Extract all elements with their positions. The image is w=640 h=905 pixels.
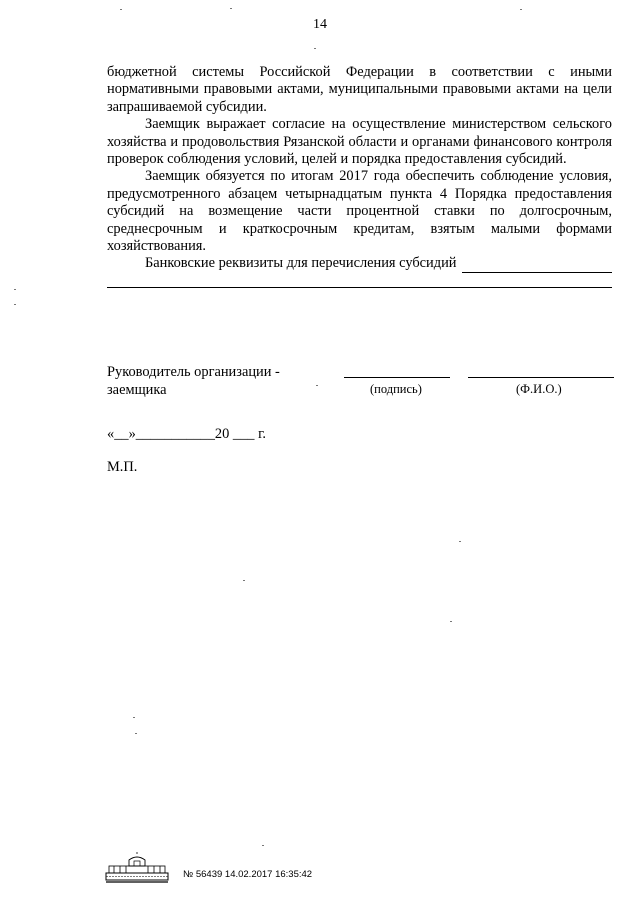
page-number: 14	[313, 17, 327, 32]
scan-speck	[314, 48, 316, 49]
registration-number-symbol: №	[183, 869, 194, 880]
scan-speck	[120, 9, 122, 10]
scan-speck	[14, 289, 16, 290]
scan-speck	[459, 541, 461, 542]
scan-speck	[133, 717, 135, 718]
scan-speck	[243, 580, 245, 581]
scan-speck	[262, 845, 264, 846]
paragraph-2: Заемщик выражает согласие на осуществление министерством сельского хозяйства и продовольствия Рязанской области и органами финансового контроля проверок соблюдения условий, целей и порядка предоставления субсидий.	[107, 116, 612, 168]
signature-blank	[344, 377, 450, 378]
signatory-role-line-1: Руководитель организации -	[107, 364, 280, 380]
registration-stamp	[183, 869, 312, 880]
paragraph-1: бюджетной системы Российской Федерации в соответствии с иными нормативными правовыми актами, муниципальными правовыми актами на цели запрашиваемой субсидии.	[107, 64, 612, 115]
date-line: «__»___________20 ___ г.	[107, 426, 266, 442]
document-body	[107, 64, 612, 288]
bank-details-label: Банковские реквизиты для перечисления субсидий	[145, 255, 457, 272]
paragraph-3: Заемщик обязуется по итогам 2017 года обеспечить соблюдение условия, предусмотренного абзацем четырнадцатым пункта 4 Порядка предоставления субсидий на возмещение части процентной ставки по долгосрочным, среднесрочным и краткосрочным кредитам, взятым малыми формами хозяйствования.	[107, 168, 612, 255]
scan-speck	[230, 8, 232, 9]
signatory-role-line-2: заемщика	[107, 382, 167, 398]
signatory-role	[107, 363, 317, 399]
bank-details-blank	[462, 259, 612, 273]
scan-speck	[450, 621, 452, 622]
full-name-caption: (Ф.И.О.)	[516, 382, 562, 396]
registration-number: 56439	[195, 869, 223, 880]
registry-building-stamp-icon	[105, 852, 171, 884]
bank-details-blank-line-2	[107, 273, 612, 288]
signature-caption: (подпись)	[370, 382, 422, 396]
scan-speck	[135, 733, 137, 734]
scan-speck	[316, 385, 318, 386]
full-name-blank	[468, 377, 614, 378]
seal-placeholder-label: М.П.	[107, 459, 138, 475]
scan-speck	[14, 304, 16, 305]
bank-details-line	[107, 255, 612, 272]
scan-speck	[520, 9, 522, 10]
registration-datetime: 14.02.2017 16:35:42	[224, 869, 313, 880]
